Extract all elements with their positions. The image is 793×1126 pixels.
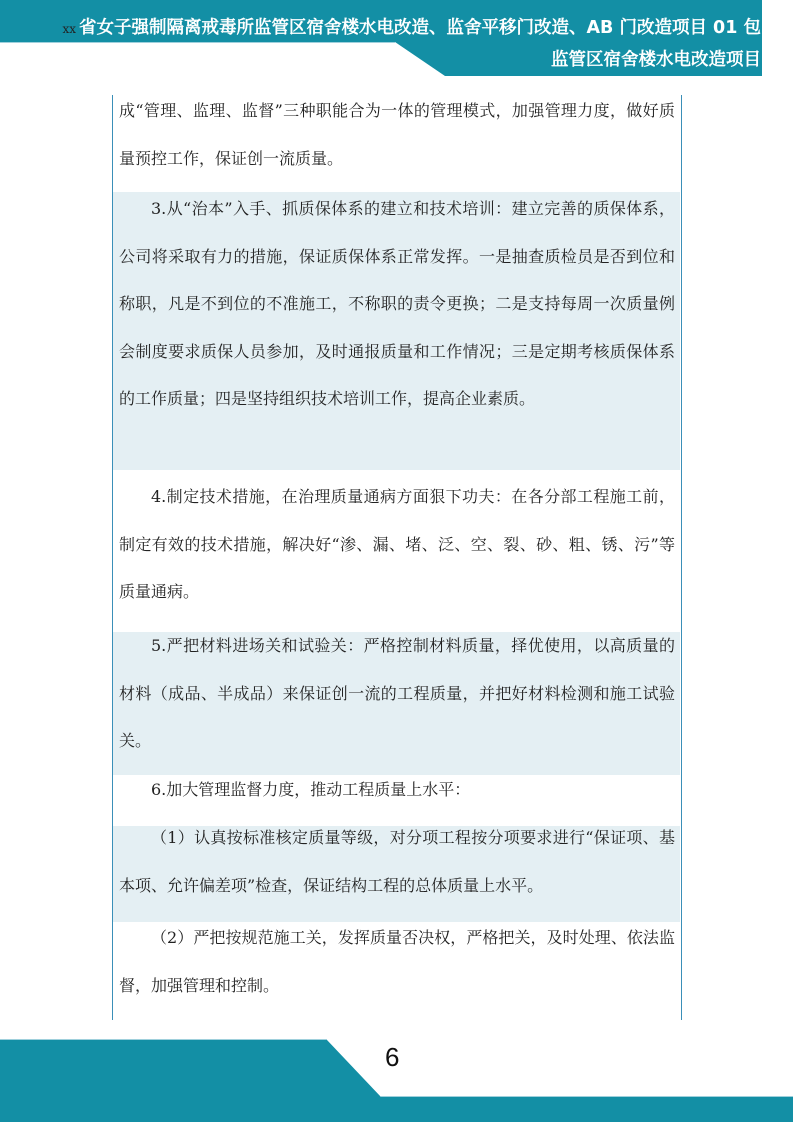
header-prefix: xx: [62, 22, 76, 36]
paragraph: （1）认真按标准核定质量等级，对分项工程按分项要求进行“保证项、基本项、允许偏差项”检查，保证结构工程的总体质量上水平。: [119, 828, 675, 895]
page-number: 6: [385, 1042, 400, 1072]
header-title-line1: 省女子强制隔离戒毒所监管区宿舍楼水电改造、监舍平移门改造、AB 门改造项目 01 包: [78, 18, 761, 38]
paragraph: 3.从“治本”入手、抓质保体系的建立和技术培训：建立完善的质保体系，公司将采取有力的措施，保证质保体系正常发挥。一是抽查质检员是否到位和称职，凡是不到位的不准施工，不称职的责令更换；二是支持每周一次质量例会制度要求质保人员参加，及时通报质量和工作情况；三是定期考核质保体系的工作质量；四是坚持组织技术培训工作，提高企业素质。: [119, 199, 675, 408]
paragraph: 6.加大管理监督力度，推动工程质量上水平：: [151, 780, 471, 799]
paragraph: 5.严把材料进场关和试验关：严格控制材料质量，择优使用，以高质量的材料（成品、半成品）来保证创一流的工程质量，并把好材料检测和施工试验关。: [119, 636, 675, 750]
paragraph: （2）严把按规范施工关，发挥质量否决权，严格把关，及时处理、依法监督，加强管理和控制。: [119, 928, 675, 995]
header-title: [62, 14, 761, 39]
paragraph: 4.制定技术措施，在治理质量通病方面狠下功夫：在各分部工程施工前，制定有效的技术措施，解决好“渗、漏、堵、泛、空、裂、砂、粗、锈、污”等质量通病。: [119, 487, 675, 601]
paragraph: 成“管理、监理、监督”三种职能合为一体的管理模式，加强管理力度，做好质量预控工作，保证创一流质量。: [119, 101, 675, 168]
page-header: [0, 0, 793, 80]
header-subtitle: 监管区宿舍楼水电改造项目: [551, 50, 761, 70]
